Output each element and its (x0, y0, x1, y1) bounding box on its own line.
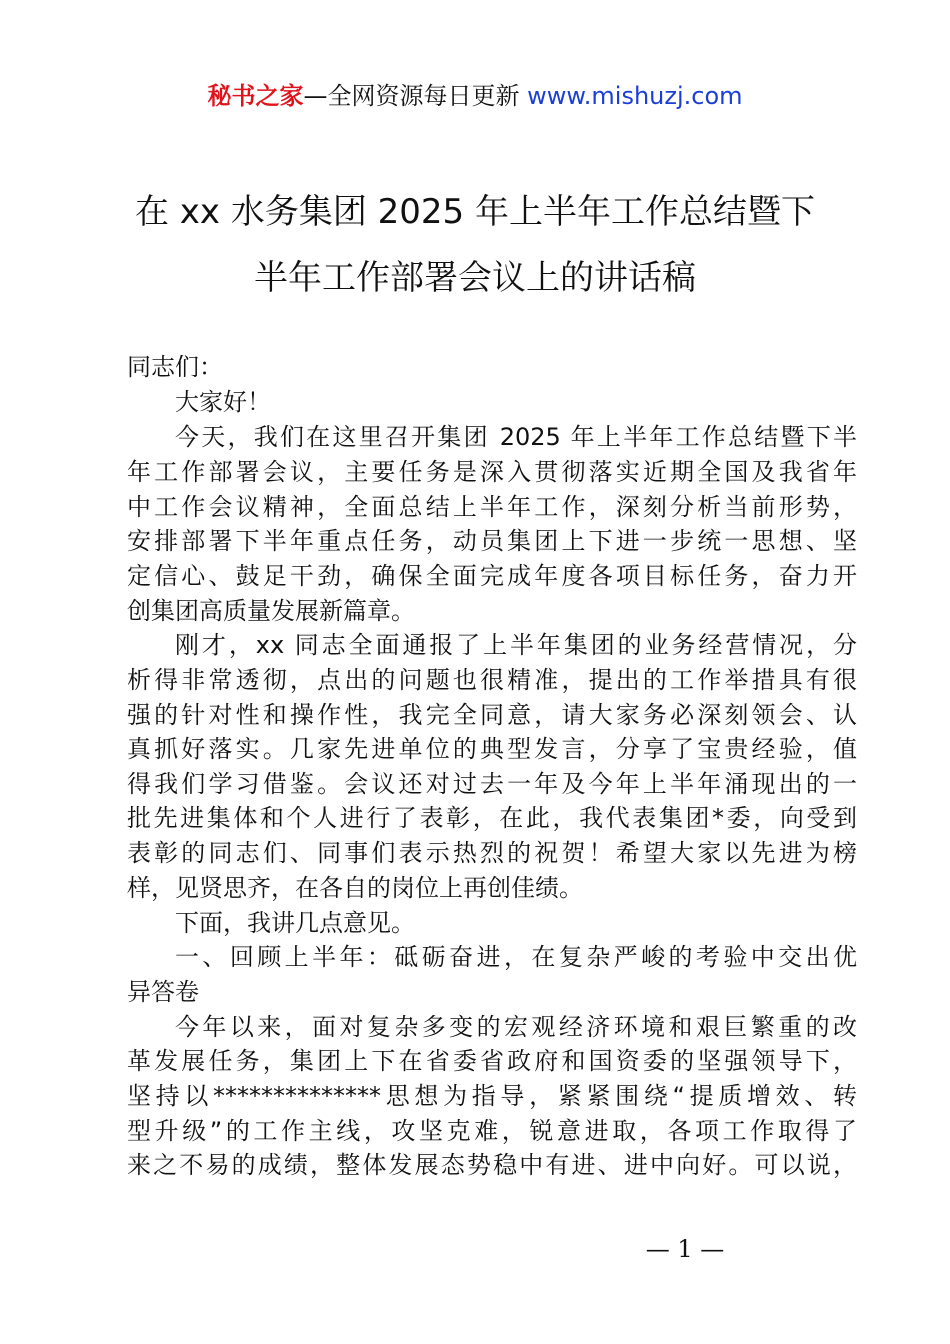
paragraph-line: 表彰的同志们、同事们表示热烈的祝贺！希望大家以先进为榜 (127, 839, 857, 867)
paragraph-line: 型升级”的工作主线，攻坚克难，锐意进取，各项工作取得了 (127, 1117, 857, 1145)
document-title-line-1: 在 xx 水务集团 2025 年上半年工作总结暨下 (135, 192, 815, 232)
paragraph-line: 革发展任务，集团上下在省委省政府和国资委的坚强领导下， (127, 1047, 857, 1075)
paragraph-line: 刚才，xx 同志全面通报了上半年集团的业务经营情况，分 (175, 631, 857, 659)
document-title-line-2: 半年工作部署会议上的讲话稿 (254, 258, 696, 298)
greeting: 大家好！ (175, 388, 271, 416)
site-banner (0, 80, 950, 112)
paragraph-line: 创集团高质量发展新篇章。 (127, 597, 415, 625)
page-number: — 1 — (645, 1235, 725, 1263)
paragraph-line: 得我们学习借鉴。会议还对过去一年及今年上半年涌现出的一 (127, 770, 857, 798)
paragraph-line: 安排部署下半年重点任务，动员集团上下进一步统一思想、坚 (127, 527, 857, 555)
paragraph-line: 强的针对性和操作性，我完全同意，请大家务必深刻领会、认 (127, 701, 857, 729)
section-heading-line: 一、回顾上半年：砥砺奋进，在复杂严峻的考验中交出优 (175, 943, 857, 971)
paragraph-line: 坚持以**************思想为指导，紧紧围绕“提质增效、转 (127, 1082, 857, 1110)
paragraph-line: 批先进集体和个人进行了表彰，在此，我代表集团*委，向受到 (127, 804, 857, 832)
section-heading-line: 异答卷 (127, 978, 199, 1006)
paragraph-line: 真抓好落实。几家先进单位的典型发言，分享了宝贵经验，值 (127, 735, 857, 763)
paragraph-line: 析得非常透彻，点出的问题也很精准，提出的工作举措具有很 (127, 666, 857, 694)
paragraph-line: 今年以来，面对复杂多变的宏观经济环境和艰巨繁重的改 (175, 1013, 857, 1041)
paragraph-line: 样，见贤思齐，在各自的岗位上再创佳绩。 (127, 874, 583, 902)
paragraph-line: 今天，我们在这里召开集团 2025 年上半年工作总结暨下半 (175, 423, 857, 451)
paragraph-line: 下面，我讲几点意见。 (175, 909, 415, 937)
banner-url[interactable]: www.mishuzj.com (527, 82, 743, 110)
salutation: 同志们： (127, 353, 223, 381)
paragraph-line: 定信心、鼓足干劲，确保全面完成年度各项目标任务，奋力开 (127, 562, 857, 590)
banner-slogan: —全网资源每日更新 (303, 82, 528, 110)
paragraph-line: 来之不易的成绩，整体发展态势稳中有进、进中向好。可以说， (127, 1151, 857, 1179)
banner-brand: 秘书之家 (207, 82, 304, 110)
paragraph-line: 年工作部署会议，主要任务是深入贯彻落实近期全国及我省年 (127, 458, 857, 486)
paragraph-line: 中工作会议精神，全面总结上半年工作，深刻分析当前形势， (127, 493, 857, 521)
